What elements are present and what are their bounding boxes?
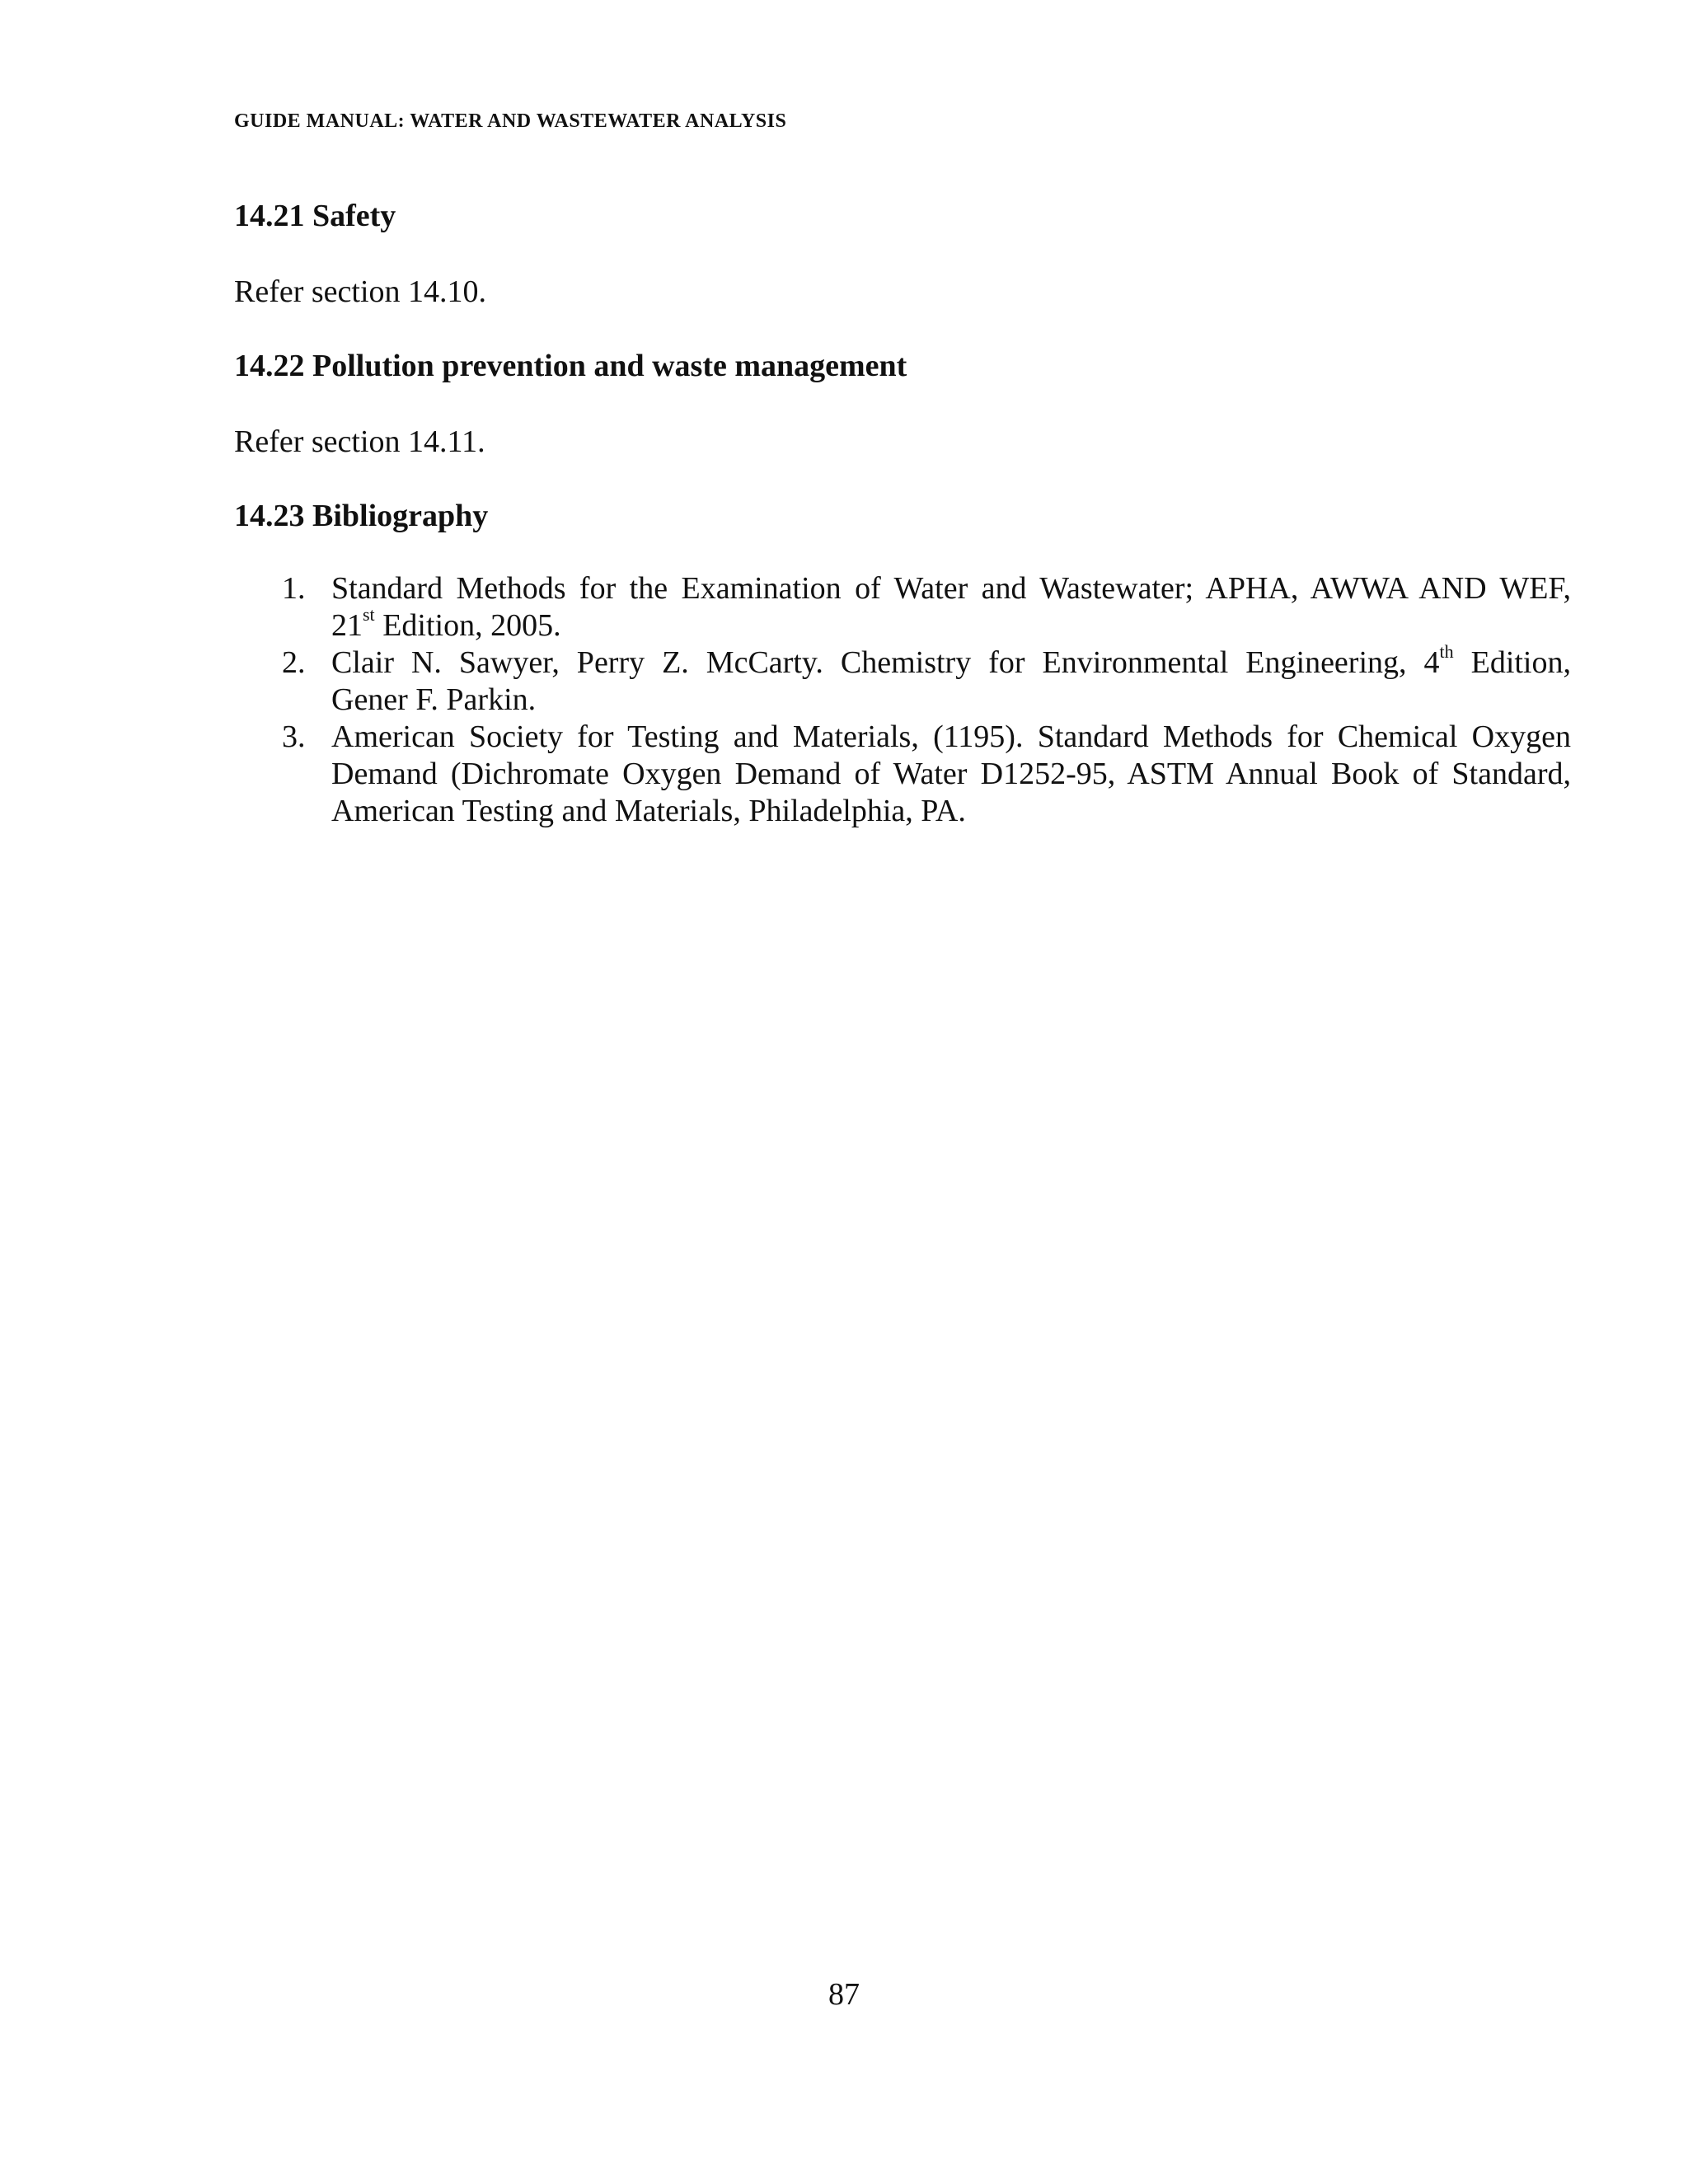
bibliography-item-3	[272, 719, 1571, 830]
bibliography-item-line	[331, 641, 1571, 682]
ordinal-suffix: st	[363, 604, 375, 626]
section-heading-bibliography: 14.23 Bibliography	[234, 499, 489, 533]
ordinal-suffix: th	[1439, 641, 1454, 663]
section-body-safety: Refer section 14.10.	[234, 274, 487, 309]
bibliography-item-number: 1.	[282, 571, 306, 606]
bibliography-item-line	[331, 604, 1571, 644]
bibliography-item-text	[331, 570, 1571, 644]
section-heading-pollution-prevention: 14.22 Pollution prevention and waste management	[234, 349, 907, 383]
bibliography-item-line: American Society for Testing and Materials, (1195). Standard Methods for Chemical Oxygen	[331, 719, 1571, 754]
bibliography-item-line: Demand (Dichromate Oxygen Demand of Water D1252-95, ASTM Annual Book of Standard,	[331, 757, 1571, 791]
bibliography-list	[272, 570, 1571, 830]
bibliography-item-line: Gener F. Parkin.	[331, 682, 537, 717]
bibliography-item-number: 2.	[282, 645, 306, 680]
bibliography-item-text	[331, 719, 1571, 830]
page-number: 87	[828, 1977, 860, 2012]
edition-text: Edition, 2005.	[374, 608, 561, 643]
edition-number: 21	[331, 608, 363, 643]
edition-text: Edition,	[1453, 645, 1571, 680]
running-header: GUIDE MANUAL: WATER AND WASTEWATER ANALYSIS	[234, 110, 787, 132]
bibliography-item-line: Standard Methods for the Examination of Water and Wastewater; APHA, AWWA AND WEF,	[331, 571, 1571, 606]
bibliography-item-2	[272, 641, 1571, 719]
bibliography-item-number: 3.	[282, 719, 306, 754]
section-body-pollution-prevention: Refer section 14.11.	[234, 424, 485, 459]
section-heading-safety: 14.21 Safety	[234, 199, 396, 233]
bibliography-item-1	[272, 570, 1571, 644]
citation-text: Clair N. Sawyer, Perry Z. McCarty. Chemistry for Environmental Engineering, 4	[331, 645, 1440, 680]
bibliography-item-text	[331, 641, 1571, 719]
bibliography-item-line: American Testing and Materials, Philadelphia, PA.	[331, 794, 966, 828]
